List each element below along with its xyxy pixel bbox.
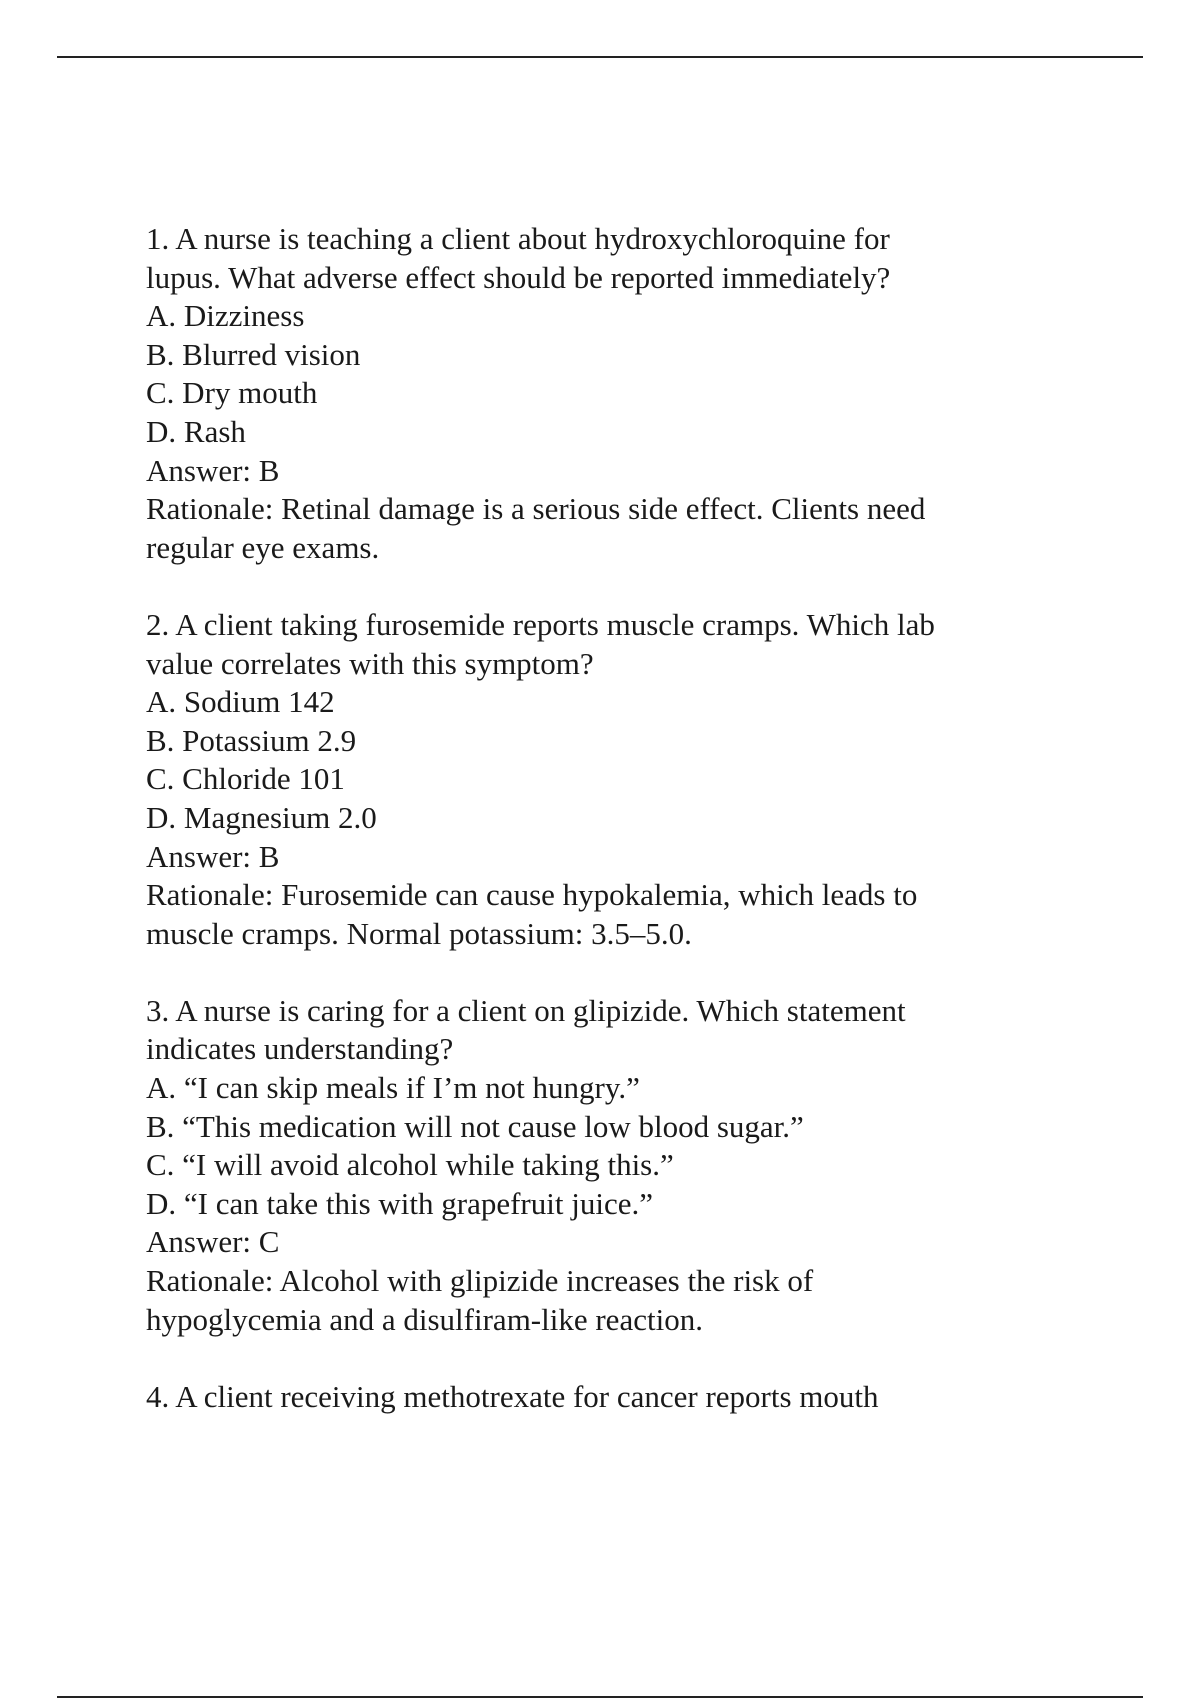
option-c: C. Chloride 101 bbox=[146, 761, 345, 797]
rationale-line: Rationale: Furosemide can cause hypokalemia, which leads to bbox=[146, 877, 918, 913]
question-stem-line: value correlates with this symptom? bbox=[146, 645, 594, 681]
rationale-line: muscle cramps. Normal potassium: 3.5–5.0. bbox=[146, 915, 692, 951]
option-a: A. Sodium 142 bbox=[146, 684, 335, 720]
answer: Answer: B bbox=[146, 452, 280, 488]
option-d: D. Magnesium 2.0 bbox=[146, 799, 377, 835]
question-stem-line: 2. A client taking furosemide reports muscle cramps. Which lab bbox=[146, 606, 935, 642]
question-2 bbox=[146, 606, 1026, 953]
question-3 bbox=[146, 992, 1026, 1339]
question-4 bbox=[146, 1378, 1026, 1417]
option-a: A. Dizziness bbox=[146, 298, 305, 334]
question-stem-line: 1. A nurse is teaching a client about hydroxychloroquine for bbox=[146, 221, 890, 256]
question-stem-line: lupus. What adverse effect should be reported immediately? bbox=[146, 259, 891, 295]
option-a: A. “I can skip meals if I’m not hungry.” bbox=[146, 1070, 640, 1106]
option-d: D. Rash bbox=[146, 413, 246, 449]
question-stem-line: 4. A client receiving methotrexate for cancer reports mouth bbox=[146, 1378, 879, 1414]
option-b: B. “This medication will not cause low blood sugar.” bbox=[146, 1108, 804, 1144]
option-b: B. Blurred vision bbox=[146, 336, 361, 372]
answer: Answer: B bbox=[146, 838, 280, 874]
top-rule bbox=[57, 56, 1143, 58]
option-b: B. Potassium 2.9 bbox=[146, 722, 357, 758]
question-stem-line: indicates understanding? bbox=[146, 1031, 454, 1067]
rationale-line: Rationale: Alcohol with glipizide increases the risk of bbox=[146, 1263, 814, 1299]
rationale-line: Rationale: Retinal damage is a serious side effect. Clients need bbox=[146, 491, 926, 527]
bottom-rule bbox=[57, 1696, 1143, 1698]
answer: Answer: C bbox=[146, 1224, 280, 1260]
option-c: C. “I will avoid alcohol while taking this.” bbox=[146, 1147, 674, 1183]
option-c: C. Dry mouth bbox=[146, 375, 318, 411]
rationale-line: regular eye exams. bbox=[146, 529, 380, 565]
question-1 bbox=[146, 220, 1026, 567]
question-stem-line: 3. A nurse is caring for a client on glipizide. Which statement bbox=[146, 992, 906, 1028]
rationale-line: hypoglycemia and a disulfiram-like reaction. bbox=[146, 1301, 703, 1337]
document-body bbox=[146, 220, 1026, 1455]
option-d: D. “I can take this with grapefruit juice.” bbox=[146, 1185, 653, 1221]
